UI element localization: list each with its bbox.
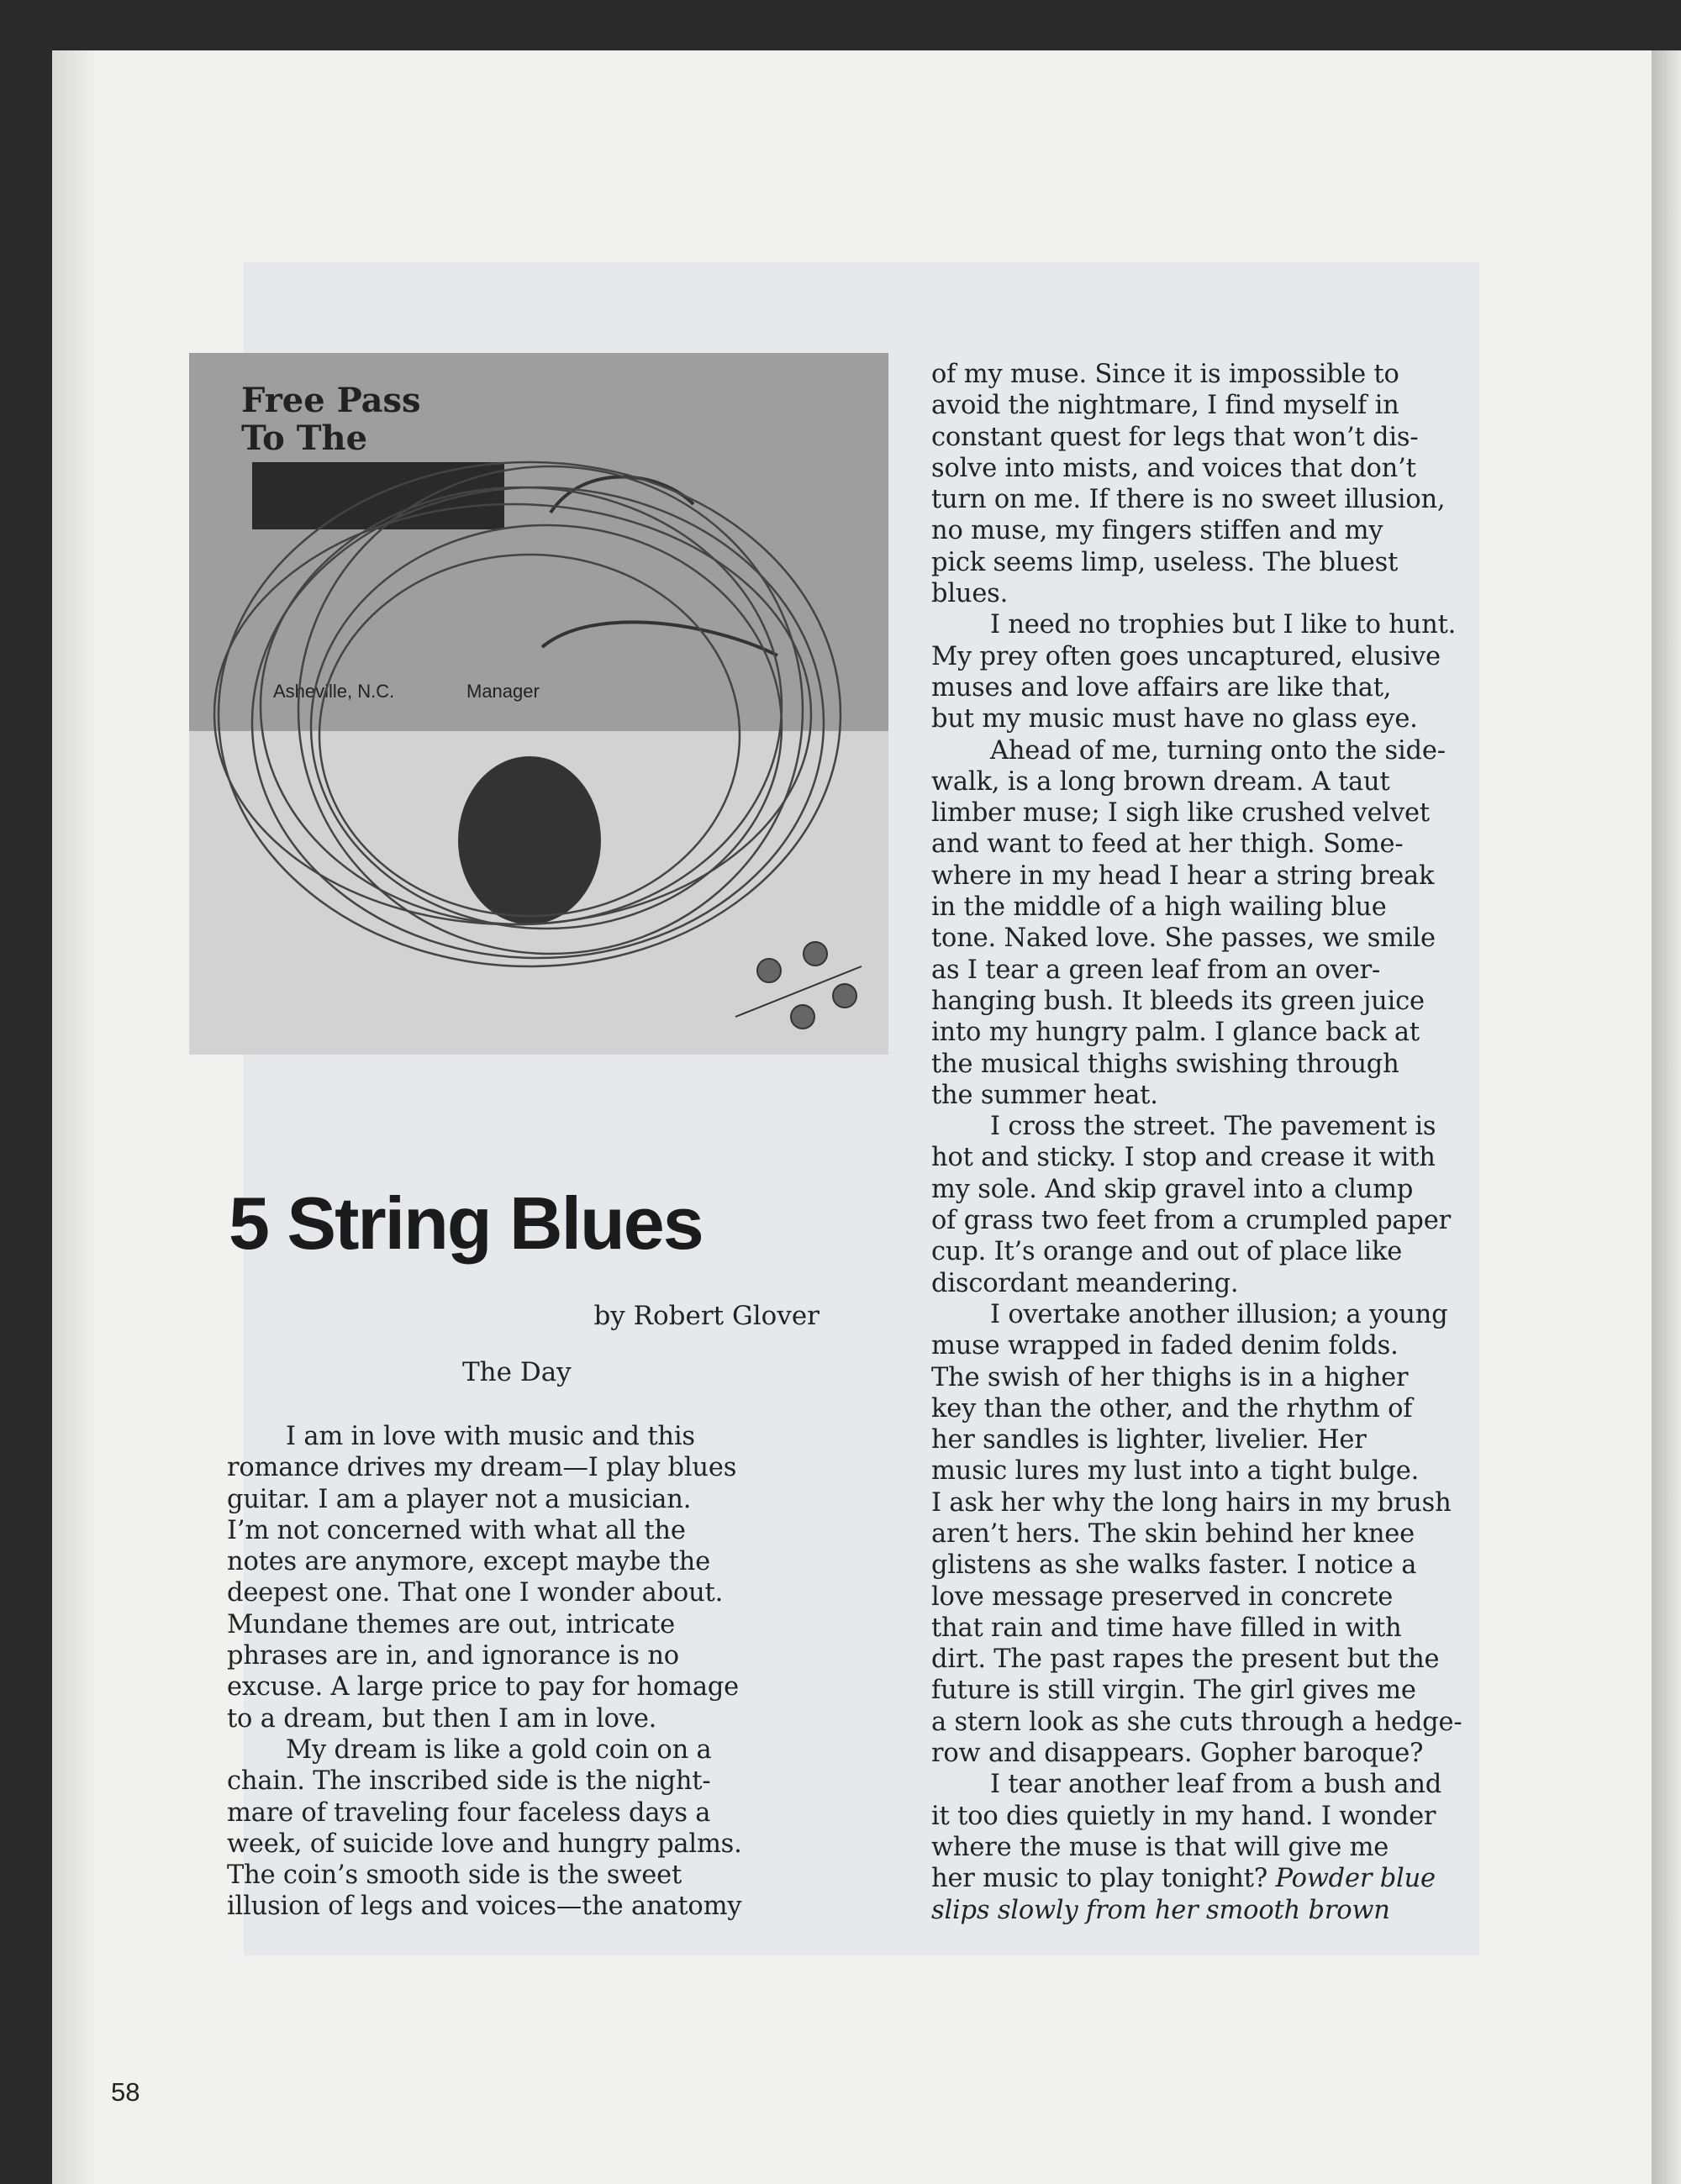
text-line: turn on me. If there is no sweet illusion, [931, 485, 1446, 515]
text-line: constant quest for legs that won’t dis- [931, 422, 1419, 452]
text-line: discordant meandering. [931, 1268, 1239, 1298]
text-line: no muse, my fingers stiffen and my [931, 516, 1383, 546]
text-line: a stern look as she cuts through a hedge- [931, 1707, 1462, 1737]
text-line: glistens as she walks faster. I notice a [931, 1550, 1417, 1581]
pass-manager: Manager [466, 681, 540, 702]
text-line: tone. Naked love. She passes, we smile [931, 924, 1436, 954]
text-line: as I tear a green leaf from an over- [931, 955, 1381, 985]
text-line: cup. It’s orange and out of place like [931, 1237, 1403, 1267]
text-line: and want to feed at her thigh. Some- [931, 829, 1404, 860]
text-line: slips slowly from her smooth brown [931, 1895, 1390, 1925]
text-line: muse wrapped in faded denim folds. [931, 1331, 1399, 1361]
text-line: key than the other, and the rhythm of [931, 1393, 1413, 1424]
text-line: I overtake another illusion; a young [990, 1299, 1448, 1329]
text-line: of my muse. Since it is impossible to [931, 360, 1399, 389]
page-edge [52, 50, 94, 2184]
pass-line-2: To The [241, 418, 368, 458]
text-line: romance drives my dream—I play blues [227, 1453, 737, 1483]
text-line: aren’t hers. The skin behind her knee [931, 1518, 1415, 1549]
text-line: week, of suicide love and hungry palms. [227, 1829, 742, 1859]
pass-location: Asheville, N.C. [273, 681, 395, 702]
text-line: I need no trophies but I like to hunt. [990, 610, 1457, 640]
text-line: but my music must have no glass eye. [931, 704, 1418, 734]
string-pack-hole [458, 756, 601, 924]
text-line: deepest one. That one I wonder about. [227, 1578, 724, 1608]
text-line-mixed [931, 1863, 1462, 1894]
text-line: future is still virgin. The girl gives me [931, 1676, 1416, 1706]
text-line: my sole. And skip gravel into a clump [931, 1174, 1414, 1204]
text-line: chain. The inscribed side is the night- [227, 1766, 711, 1797]
section-heading: The Day [462, 1357, 572, 1387]
text-line: in the middle of a high wailing blue [931, 892, 1387, 923]
text-line: hot and sticky. I stop and crease it with [931, 1143, 1436, 1173]
text-line: love message preserved in concrete [931, 1581, 1394, 1612]
text-line: mare of traveling four faceless days a [227, 1797, 711, 1828]
text-line: excuse. A large price to pay for homage [227, 1672, 740, 1702]
photo-illustration [189, 353, 888, 1055]
text-line: her music to play tonight? [931, 1864, 1268, 1894]
book-spine [1652, 50, 1681, 2184]
text-line: phrases are in, and ignorance is no [227, 1641, 679, 1671]
text-line: where the muse is that will give me [931, 1832, 1389, 1862]
text-line: My dream is like a gold coin on a [286, 1734, 712, 1765]
text-line: the summer heat. [931, 1080, 1158, 1110]
text-line: her sandles is lighter, livelier. Her [931, 1425, 1367, 1455]
text-line: pick seems limp, useless. The bluest [931, 547, 1399, 577]
text-line: I cross the street. The pavement is [990, 1112, 1436, 1142]
text-line: I am in love with music and this [286, 1422, 695, 1451]
text-line: where in my head I hear a string break [931, 860, 1435, 891]
left-text-column [227, 1421, 742, 1923]
text-line: avoid the nightmare, I find myself in [931, 391, 1399, 421]
text-line: solve into mists, and voices that don’t [931, 453, 1416, 483]
text-line: hanging bush. It bleeds its green juice [931, 986, 1425, 1016]
right-text-column [931, 359, 1462, 1926]
text-line: blues. [931, 579, 1009, 609]
text-line: into my hungry palm. I glance back at [931, 1018, 1420, 1048]
text-line: it too dies quietly in my hand. I wonder [931, 1801, 1436, 1831]
text-line: I’m not concerned with what all the [227, 1515, 686, 1545]
text-line: Mundane themes are out, intricate [227, 1609, 676, 1639]
article-title: 5 String Blues [229, 1181, 703, 1265]
text-line: row and disappears. Gopher baroque? [931, 1739, 1424, 1769]
text-line: The swish of her thighs is in a higher [931, 1362, 1409, 1392]
text-line: guitar. I am a player not a musician. [227, 1484, 692, 1514]
text-line: Ahead of me, turning onto the side- [990, 735, 1446, 766]
text-line: The coin’s smooth side is the sweet [227, 1860, 682, 1891]
italic-phrase: Powder blue [1275, 1864, 1436, 1894]
guitar-strings-photo [189, 353, 888, 1055]
page-number: 58 [111, 2077, 140, 2107]
text-line: music lures my lust into a tight bulge. [931, 1456, 1420, 1487]
text-line: to a dream, but then I am in love. [227, 1703, 657, 1734]
text-line: illusion of legs and voices—the anatomy [227, 1892, 742, 1922]
text-line: walk, is a long brown dream. A taut [931, 766, 1390, 797]
text-line: dirt. The past rapes the present but the [931, 1645, 1440, 1675]
text-line: I tear another leaf from a bush and [990, 1770, 1442, 1800]
text-line: limber muse; I sigh like crushed velvet [931, 798, 1430, 829]
pass-line-1: Free Pass [241, 381, 421, 420]
text-line: the musical thighs swishing through [931, 1049, 1399, 1079]
text-line: of grass two feet from a crumpled paper [931, 1206, 1451, 1236]
text-line: that rain and time have filled in with [931, 1613, 1402, 1643]
text-line: muses and love affairs are like that, [931, 672, 1392, 703]
text-line: notes are anymore, except maybe the [227, 1547, 710, 1577]
text-line: I ask her why the long hairs in my brush [931, 1487, 1452, 1518]
byline: by Robert Glover [593, 1301, 819, 1331]
text-line: My prey often goes uncaptured, elusive [931, 641, 1441, 671]
